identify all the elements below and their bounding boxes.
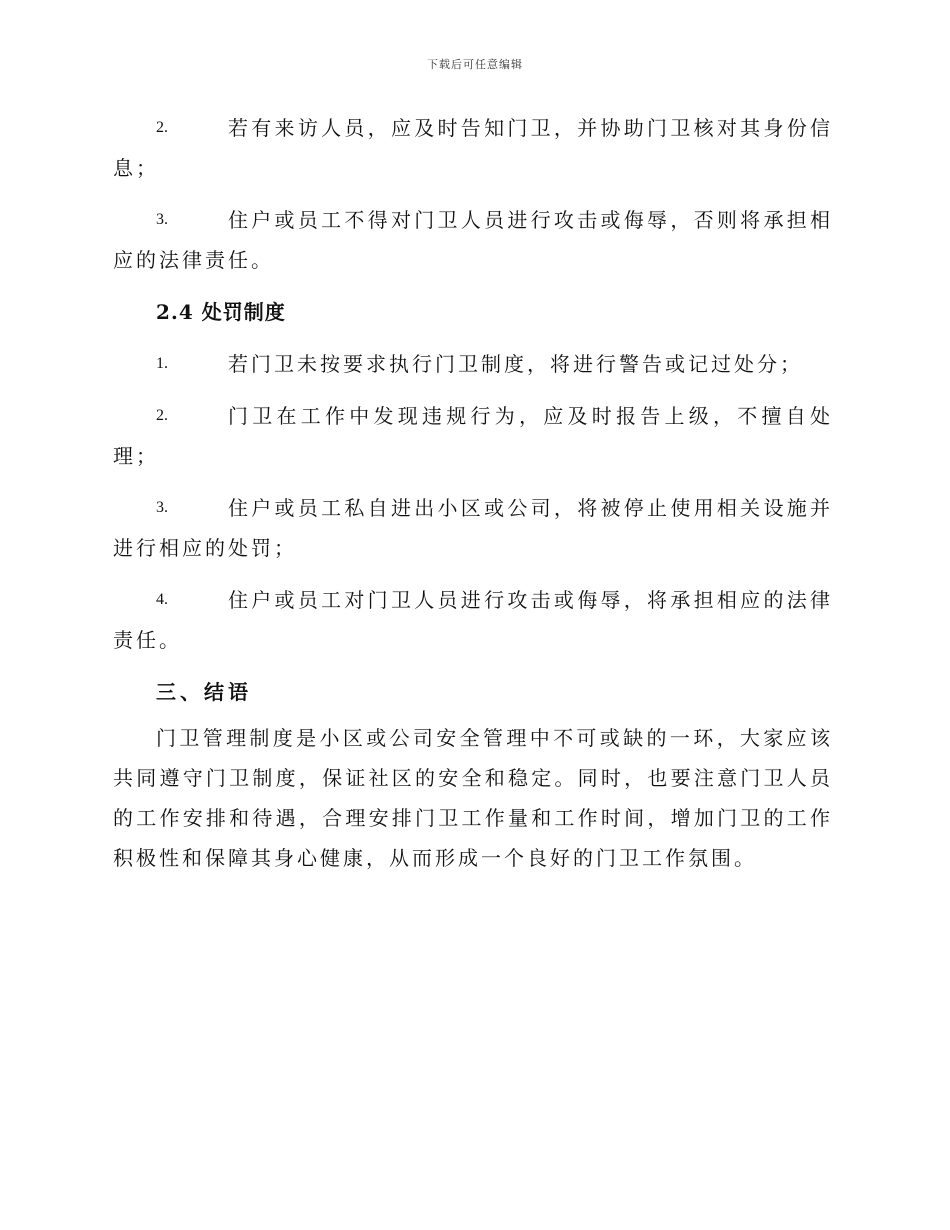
conclusion-paragraph: 门卫管理制度是小区或公司安全管理中不可或缺的一环，大家应该共同遵守门卫制度，保证社区的安全和稳定。同时，也要注意门卫人员的工作安排和待遇，合理安排门卫工作量和工作时间，增加门卫的工作积极性和保障其身心健康，从而形成一个良好的门卫工作氛围。	[113, 726, 833, 870]
list-item-number: 2.	[156, 119, 168, 136]
list-item-number: 2.	[156, 407, 168, 424]
list-item-text: 若有来访人员，应及时告知门卫，并协助门卫核对其身份信息；	[113, 116, 833, 180]
document-body	[113, 108, 833, 878]
list-item-number: 4.	[156, 591, 168, 608]
list-item-text: 住户或员工私自进出小区或公司，将被停止使用相关设施并进行相应的处罚；	[113, 496, 833, 560]
list-item-text: 门卫在工作中发现违规行为，应及时报告上级，不擅自处理；	[113, 404, 833, 468]
page-header-note: 下载后可任意编辑	[427, 58, 523, 71]
list-item	[113, 200, 833, 280]
list-item-text: 若门卫未按要求执行门卫制度，将进行警告或记过处分；	[228, 352, 803, 376]
list-item-text: 住户或员工对门卫人员进行攻击或侮辱，将承担相应的法律责任。	[113, 588, 833, 652]
list-item	[113, 344, 833, 384]
list-item-number: 3.	[156, 211, 168, 228]
list-item-text: 住户或员工不得对门卫人员进行攻击或侮辱，否则将承担相应的法律责任。	[113, 208, 833, 272]
section-heading-penalty: 2.4 处罚制度	[156, 300, 286, 324]
section-heading-conclusion: 三、结语	[156, 680, 252, 704]
list-item	[113, 488, 833, 568]
list-item	[113, 396, 833, 476]
list-item	[113, 580, 833, 660]
list-item-number: 1.	[156, 355, 168, 372]
list-item-number: 3.	[156, 499, 168, 516]
list-item	[113, 108, 833, 188]
